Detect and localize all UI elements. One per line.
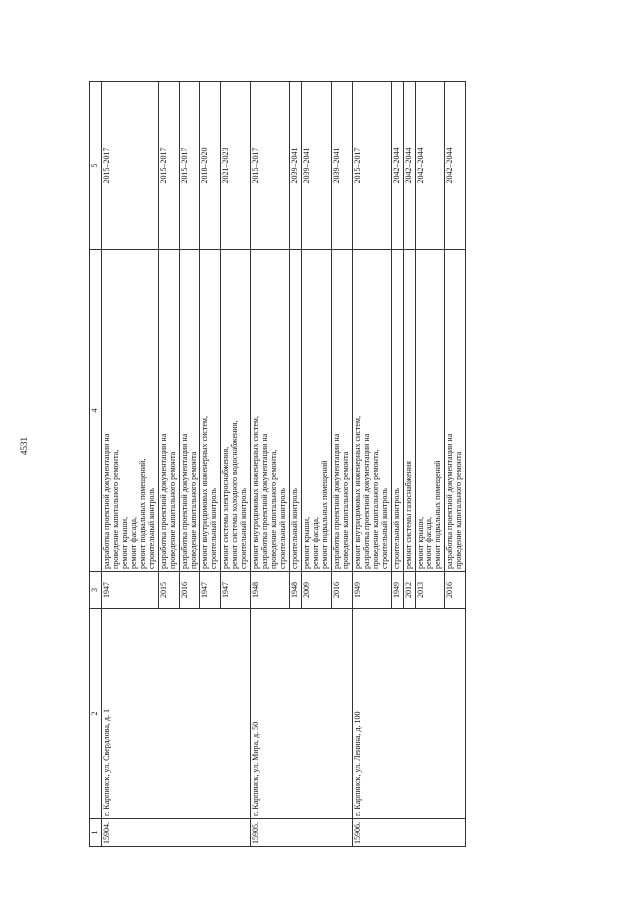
header-cell-address: 2 xyxy=(90,609,102,819)
work-cell xyxy=(415,250,445,572)
work-line: строительный контроль xyxy=(290,488,300,569)
year-cell: 1949 xyxy=(391,572,403,609)
rotated-table-container xyxy=(89,82,542,847)
year-cell: 2016 xyxy=(331,572,352,609)
header-cell-work: 4 xyxy=(90,250,102,572)
table-body xyxy=(101,82,465,847)
year-cell: 1947 xyxy=(200,572,221,609)
work-cell xyxy=(221,250,251,572)
work-line: проведение капитального ремонта, xyxy=(269,449,279,569)
work-cell xyxy=(302,250,332,572)
address-cell: г. Карпинск, ул. Ленина, д. 100 xyxy=(352,609,465,819)
work-line: строительный контроль xyxy=(379,488,389,569)
period-cell: 2042–2044 xyxy=(403,82,415,250)
period-cell: 2042–2044 xyxy=(445,82,466,250)
work-line: строительный контроль xyxy=(278,488,288,569)
work-cell xyxy=(403,250,415,572)
work-line: ремонт системы электроснабжения, xyxy=(221,446,231,569)
work-line: проведение капитального ремонта xyxy=(340,451,350,569)
header-cell-number: 1 xyxy=(90,819,102,847)
period-cell: 2039–2041 xyxy=(302,82,332,250)
work-cell xyxy=(158,250,179,572)
row-number-cell: 15905. xyxy=(251,819,353,847)
year-cell: 2012 xyxy=(403,572,415,609)
year-cell: 1947 xyxy=(101,572,158,609)
work-line: строительный контроль xyxy=(239,488,249,569)
work-line: разработка проектной документации на xyxy=(101,433,111,569)
work-line: проведение капитального ремонта xyxy=(454,451,464,569)
year-cell: 1948 xyxy=(251,572,290,609)
work-line: разработка проектной документации на xyxy=(158,433,168,569)
work-line: ремонт внутридомовых инженерных систем, xyxy=(200,416,210,569)
work-line: ремонт фасада, xyxy=(128,517,138,569)
work-line: ремонт системы газоснабжения xyxy=(403,461,413,569)
work-line: разработка проектной документации на xyxy=(331,433,341,569)
period-cell: 2015–2017 xyxy=(158,82,179,250)
work-line: ремонт подвальных помещений xyxy=(319,460,329,569)
work-line: ремонт подвальных помещений, xyxy=(137,458,147,569)
work-line: проведение капитального ремонта, xyxy=(110,449,120,569)
work-line: разработка проектной документации на xyxy=(179,433,189,569)
year-cell: 2016 xyxy=(179,572,200,609)
table-header-row xyxy=(90,82,102,847)
work-line: ремонт системы холодного водоснабжения, xyxy=(230,420,240,569)
period-cell: 2039–2041 xyxy=(331,82,352,250)
work-cell xyxy=(200,250,221,572)
year-cell: 2016 xyxy=(445,572,466,609)
period-cell: 2042–2044 xyxy=(415,82,445,250)
work-cell xyxy=(352,250,391,572)
work-line: строительный контроль xyxy=(209,488,219,569)
work-cell xyxy=(445,250,466,572)
year-cell: 2015 xyxy=(158,572,179,609)
work-cell xyxy=(251,250,290,572)
work-line: ремонт крыши, xyxy=(415,516,425,569)
work-line: ремонт крыши, xyxy=(302,516,312,569)
year-cell: 1949 xyxy=(352,572,391,609)
row-number-cell: 15904. xyxy=(101,819,250,847)
work-cell xyxy=(391,250,403,572)
period-cell: 2015–2017 xyxy=(251,82,290,250)
period-cell: 2039–2041 xyxy=(290,82,302,250)
work-line: строительный контроль xyxy=(146,488,156,569)
work-line: ремонт внутридомовых инженерных систем, xyxy=(352,416,362,569)
work-line: проведение капитального ремонта xyxy=(167,451,177,569)
year-cell: 2009 xyxy=(302,572,332,609)
header-cell-period: 5 xyxy=(90,82,102,250)
period-cell: 2042–2044 xyxy=(391,82,403,250)
period-cell: 2021–2023 xyxy=(221,82,251,250)
year-cell: 2013 xyxy=(415,572,445,609)
year-cell: 1947 xyxy=(221,572,251,609)
work-cell xyxy=(290,250,302,572)
header-cell-year: 3 xyxy=(90,572,102,609)
year-cell: 1948 xyxy=(290,572,302,609)
period-cell: 2015–2017 xyxy=(352,82,391,250)
period-cell: 2018–2020 xyxy=(200,82,221,250)
work-line: ремонт подвальных помещений xyxy=(433,460,443,569)
repair-works-table xyxy=(89,81,466,847)
work-line: ремонт внутридомовых инженерных систем, xyxy=(251,416,261,569)
row-number-cell: 15906. xyxy=(352,819,465,847)
address-cell: г. Карпинск, ул. Свердлова, д. 1 xyxy=(101,609,250,819)
address-cell: г. Карпинск, ул. Мира, д. 50 xyxy=(251,609,353,819)
work-cell xyxy=(331,250,352,572)
work-line: ремонт фасада, xyxy=(310,517,320,569)
table-row xyxy=(101,82,158,847)
work-line: ремонт фасада, xyxy=(424,517,434,569)
period-cell: 2015–2017 xyxy=(101,82,158,250)
work-line: разработка проектной документации на xyxy=(361,433,371,569)
work-line: ремонт крыши, xyxy=(119,516,129,569)
period-cell: 2015–2017 xyxy=(179,82,200,250)
work-line: проведение капитального ремонта xyxy=(188,451,198,569)
work-line: проведение капитального ремонта, xyxy=(370,449,380,569)
work-line: разработка проектной документации на xyxy=(260,433,270,569)
work-line: строительный контроль xyxy=(391,488,401,569)
work-cell xyxy=(101,250,158,572)
table-row xyxy=(251,82,290,847)
page-number: 4531 xyxy=(19,437,29,455)
work-line: разработка проектной документации на xyxy=(445,433,455,569)
table-row xyxy=(352,82,391,847)
work-cell xyxy=(179,250,200,572)
